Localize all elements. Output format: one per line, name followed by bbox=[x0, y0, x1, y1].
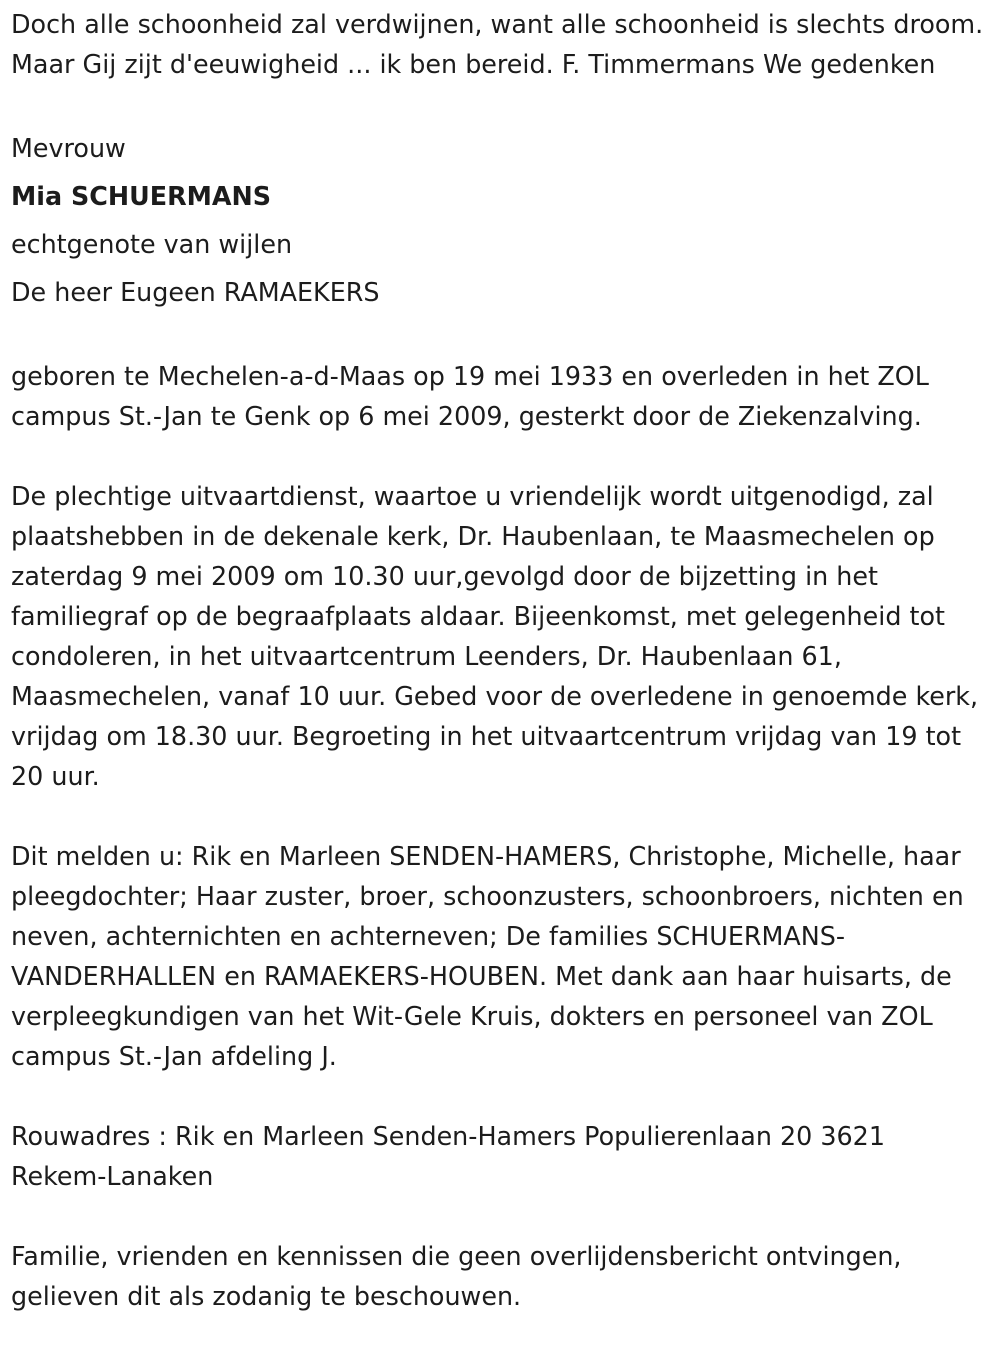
spouse-name: De heer Eugeen RAMAEKERS bbox=[11, 277, 380, 307]
announcers-paragraph: Dit melden u: Rik en Marleen SENDEN-HAMERS, Christophe, Michelle, haar pleegdochter; Haar zuster, broer, schoonzusters, schoonbroers, nichten en neven, achternichten en achterneven; De families SCHUERMANS-VANDERHALLEN en RAMAEKERS-HOUBEN. Met dank aan haar huisarts, de verpleegkundigen van het Wit-Gele Kruis, dokters en personeel van ZOL campus St.-Jan afdeling J. bbox=[11, 841, 964, 1071]
spacer bbox=[11, 436, 986, 476]
spacer bbox=[11, 796, 986, 836]
funeral-paragraph: De plechtige uitvaartdienst, waartoe u vriendelijk wordt uitgenodigd, zal plaatshebben in de dekenale kerk, Dr. Haubenlaan, te Maasmechelen op zaterdag 9 mei 2009 om 10.30 uur,gevolgd door de bijzetting in het familiegraf op de begraafplaats aldaar. Bijeenkomst, met gelegenheid tot condoleren, in het uitvaartcentrum Leenders, Dr. Haubenlaan 61, Maasmechelen, vanaf 10 uur. Gebed voor de overledene in genoemde kerk, vrijdag om 18.30 uur. Begroeting in het uitvaartcentrum vrijdag van 19 tot 20 uur. bbox=[11, 481, 979, 791]
obituary-text bbox=[11, 4, 986, 1316]
spacer bbox=[11, 1076, 986, 1116]
spacer bbox=[11, 1196, 986, 1236]
birth-death-paragraph: geboren te Mechelen-a-d-Maas op 19 mei 1933 en overleden in het ZOL campus St.-Jan te Genk op 6 mei 2009, gesterkt door de Ziekenzalving. bbox=[11, 361, 929, 431]
salutation: Mevrouw bbox=[11, 133, 126, 163]
deceased-name: Mia SCHUERMANS bbox=[11, 181, 272, 211]
mourning-address: Rouwadres : Rik en Marleen Senden-Hamers Populierenlaan 20 3621 Rekem-Lanaken bbox=[11, 1121, 885, 1191]
spacer bbox=[11, 316, 986, 356]
spouse-relation: echtgenote van wijlen bbox=[11, 229, 293, 259]
opening-quote: Doch alle schoonheid zal verdwijnen, want alle schoonheid is slechts droom. Maar Gij zijt d'eeuwigheid ... ik ben bereid. F. Timmermans We gedenken bbox=[11, 9, 984, 79]
spacer bbox=[11, 84, 986, 124]
closing-note: Familie, vrienden en kennissen die geen overlijdensbericht ontvingen, gelieven dit als zodanig te beschouwen. bbox=[11, 1241, 902, 1311]
